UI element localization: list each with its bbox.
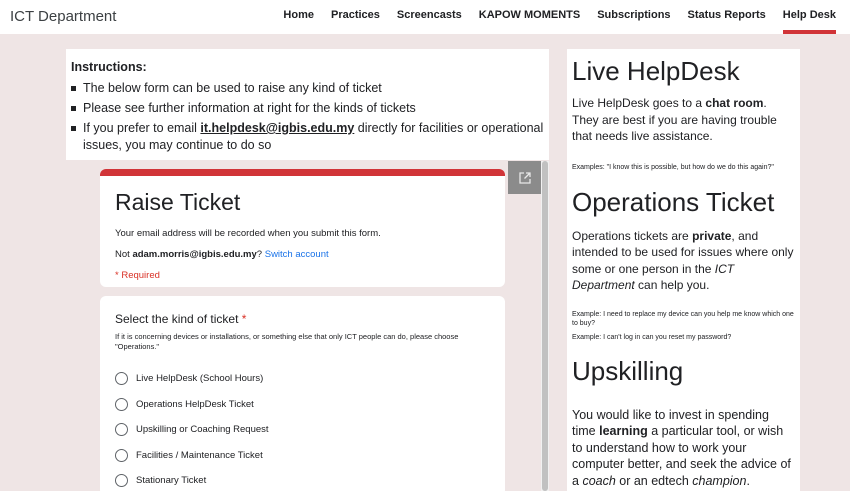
nav-screencasts[interactable]: Screencasts <box>396 9 462 21</box>
form-scrollbar-thumb[interactable] <box>542 161 548 491</box>
radio-button[interactable] <box>115 398 128 411</box>
text: Live HelpDesk goes to a <box>572 96 706 110</box>
instruction-item: Please see further information at right for the kinds of tickets <box>71 100 544 117</box>
instruction-item <box>71 120 544 154</box>
form-title: Raise Ticket <box>115 189 241 215</box>
account-pre: Not <box>115 249 133 260</box>
account-line <box>115 249 490 260</box>
live-helpdesk-description <box>572 95 795 145</box>
ticket-kind-question <box>100 296 505 491</box>
question-title-text: Select the kind of ticket <box>115 312 239 326</box>
text-bold: learning <box>599 424 648 438</box>
option-upskilling[interactable] <box>115 417 490 443</box>
upskilling-description <box>572 407 795 490</box>
instructions-title: Instructions: <box>71 60 147 74</box>
top-bar <box>0 0 850 34</box>
option-label: Operations HelpDesk Ticket <box>136 398 254 410</box>
radio-button[interactable] <box>115 372 128 385</box>
option-stationary[interactable] <box>115 468 490 491</box>
option-label: Stationary Ticket <box>136 475 207 487</box>
option-label: Live HelpDesk (School Hours) <box>136 373 264 385</box>
nav-status-reports[interactable]: Status Reports <box>687 9 766 21</box>
text: can help you. <box>634 278 710 292</box>
option-label: Upskilling or Coaching Request <box>136 424 269 436</box>
radio-button[interactable] <box>115 449 128 462</box>
question-title <box>115 312 490 326</box>
instructions-card <box>66 49 549 160</box>
account-email: adam.morris@igbis.edu.my <box>132 249 257 260</box>
form-header-card <box>100 169 505 287</box>
option-label: Facilities / Maintenance Ticket <box>136 449 263 461</box>
nav-home[interactable]: Home <box>283 9 314 21</box>
text-italic: ICT Department <box>572 261 735 292</box>
live-helpdesk-heading: Live HelpDesk <box>572 56 740 86</box>
upskilling-heading: Upskilling <box>572 355 684 386</box>
account-post: ? <box>256 249 265 260</box>
text: You would like to invest in spending time <box>572 407 769 438</box>
open-in-new-window-button[interactable] <box>508 161 541 194</box>
radio-button[interactable] <box>115 474 128 487</box>
operations-description <box>572 228 795 294</box>
operations-example: Example: I need to replace my device can you help me know which one to buy? <box>572 310 794 327</box>
ticket-info-panel <box>567 49 800 491</box>
option-live-helpdesk[interactable] <box>115 366 490 392</box>
required-note <box>115 270 490 281</box>
text: Operations tickets are <box>572 228 693 243</box>
instruction-text: If you prefer to email <box>83 121 201 135</box>
option-facilities[interactable] <box>115 443 490 469</box>
helpdesk-email-link[interactable]: it.helpdesk@igbis.edu.my <box>200 121 355 135</box>
switch-account-link[interactable]: Switch account <box>264 249 329 260</box>
text: a particular tool, or wish to understand how to work your computer better, and seek the advice of a <box>572 424 791 488</box>
text: . They are best if you are having trouble that needs live assistance. <box>572 96 777 143</box>
text-bold: chat room <box>705 96 764 110</box>
required-label: Required <box>118 270 160 281</box>
option-operations-ticket[interactable] <box>115 392 490 418</box>
operations-example: Example: I can't log in can you reset my password? <box>572 333 732 341</box>
nav-practices[interactable]: Practices <box>330 9 380 21</box>
operations-ticket-heading: Operations Ticket <box>572 186 775 217</box>
nav-help-desk[interactable]: Help Desk <box>783 9 836 34</box>
text: , and intended to be used for issues where only some or one person in the <box>572 228 794 276</box>
question-help: If it is concerning devices or installations, or something else that only ICT people can do, please choose "Operations." <box>115 332 459 351</box>
instructions-list <box>71 80 544 154</box>
text-italic: champion <box>692 473 747 488</box>
nav-kapow-moments[interactable]: KAPOW MOMENTS <box>478 9 581 21</box>
site-title[interactable]: ICT Department <box>10 8 117 25</box>
required-star: * <box>115 270 119 281</box>
radio-button[interactable] <box>115 423 128 436</box>
live-helpdesk-example: Examples: "I know this is possible, but how do we do this again?" <box>572 163 774 171</box>
required-star: * <box>238 312 247 326</box>
text: or an edtech <box>615 473 693 488</box>
form-scrollbar[interactable] <box>541 161 549 491</box>
main-nav <box>266 9 836 34</box>
nav-subscriptions[interactable]: Subscriptions <box>597 9 671 21</box>
open-external-icon <box>519 172 531 184</box>
text-bold: private <box>692 228 732 243</box>
instruction-text: directly for facilities or operational issues, you may continue to do so <box>83 121 544 152</box>
text-italic: coach <box>582 473 616 488</box>
text: . <box>746 473 750 488</box>
instruction-item: The below form can be used to raise any kind of ticket <box>71 80 544 97</box>
email-recorded-note: Your email address will be recorded when you submit this form. <box>115 228 381 239</box>
